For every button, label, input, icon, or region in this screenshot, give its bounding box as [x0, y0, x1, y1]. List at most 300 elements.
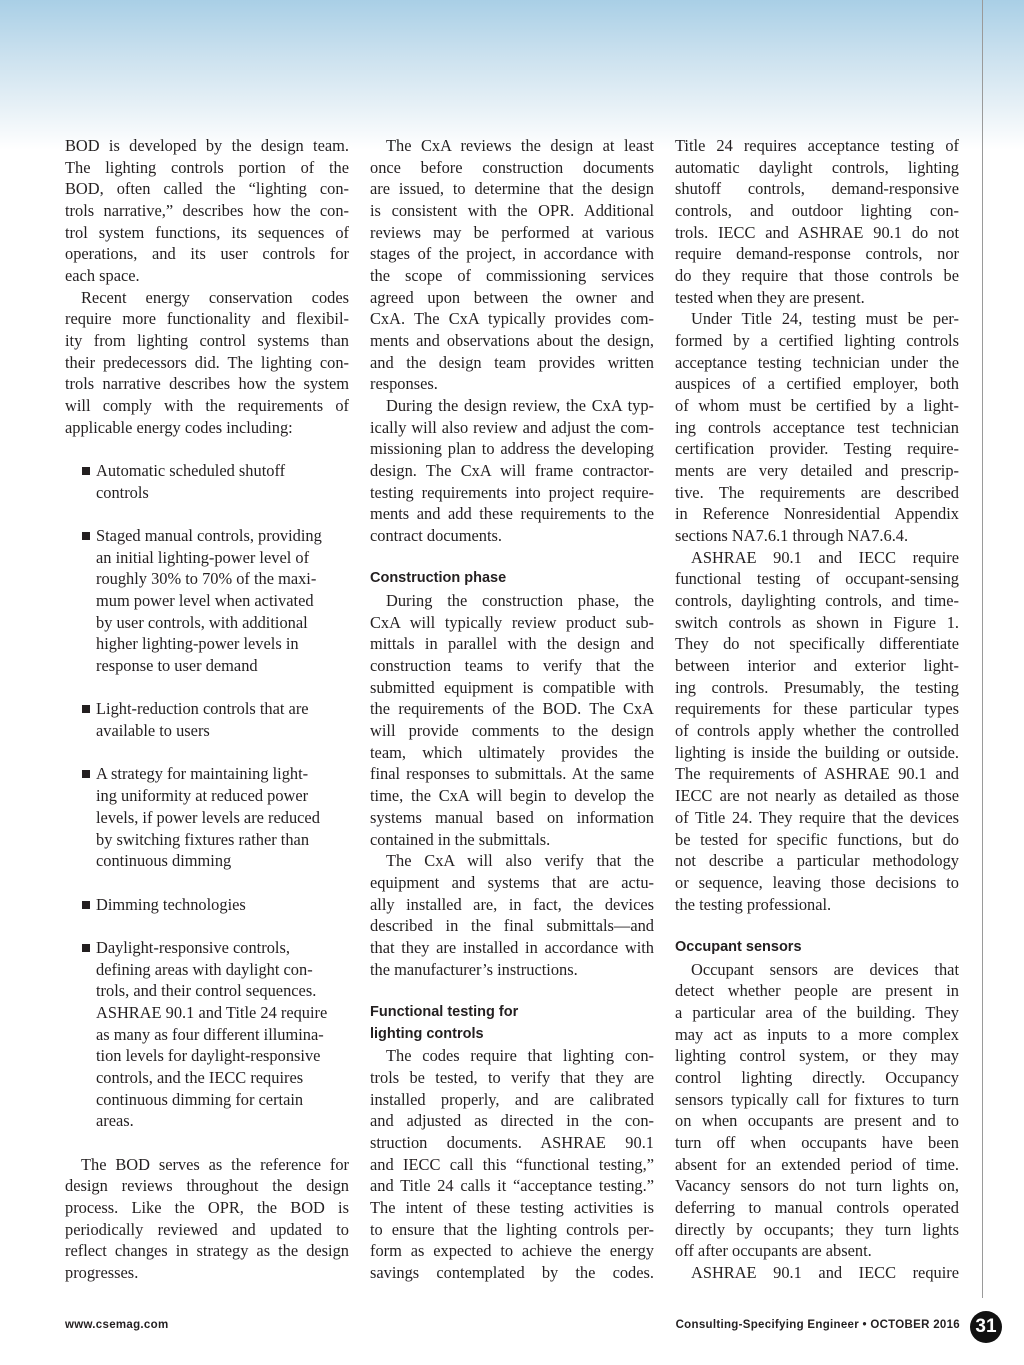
line-text: ASHRAE 90.1 and IECC require: [691, 547, 959, 567]
text-line: [65, 590, 349, 612]
text-line: [65, 287, 349, 309]
text-line: [370, 503, 654, 525]
text-line: [675, 373, 959, 395]
line-text: their predecessors did. The lighting con-: [65, 352, 349, 372]
text-line: [675, 547, 959, 569]
text-line: [370, 265, 654, 287]
text-line: [370, 395, 654, 417]
line-text: of Title 24. They require that the devices: [675, 807, 959, 827]
line-text: Recent energy conservation codes: [81, 287, 349, 307]
text-line: [675, 980, 959, 1002]
line-text: The codes require that lighting con-: [386, 1046, 654, 1066]
text-line: [675, 1219, 959, 1241]
bullet-item: [65, 894, 349, 916]
text-line: [65, 482, 349, 504]
text-line: [65, 1110, 349, 1132]
line-text: agreed upon between the owner and: [370, 287, 654, 307]
text-line: [675, 698, 959, 720]
line-text: as many as four different illumina-: [96, 1024, 324, 1044]
line-text: ments are very detailed and prescrip-: [675, 461, 959, 481]
line-text: construction teams to verify that the: [370, 656, 654, 676]
line-text: stages of the project, in accordance with: [370, 244, 654, 264]
line-text: process. Like the OPR, the BOD is: [65, 1197, 349, 1217]
text-line: [370, 222, 654, 244]
text-line: [65, 1154, 349, 1176]
line-text: response to user demand: [96, 656, 258, 676]
header-gradient-band: [0, 0, 1024, 150]
text-line: [65, 850, 349, 872]
line-text: trols narrative describes how the system: [65, 374, 349, 394]
text-line: [65, 1262, 349, 1284]
line-text: each space.: [65, 266, 140, 286]
spacer: [65, 872, 349, 894]
line-text: applicable energy codes including:: [65, 417, 293, 437]
line-text: continuous dimming: [96, 851, 232, 871]
text-line: [370, 1110, 654, 1132]
line-text: of whom must be certified by a light-: [675, 396, 959, 416]
text-line: [370, 633, 654, 655]
text-line: [65, 330, 349, 352]
line-text: ments and observations about the design,: [370, 331, 654, 351]
line-text: design reviews throughout the design: [65, 1176, 349, 1196]
text-line: [370, 568, 654, 590]
line-text: trols, and their control sequences.: [96, 981, 317, 1001]
line-text: Vacancy sensors do not turn lights on,: [675, 1176, 959, 1196]
line-text: directly by occupants; they turn lights: [675, 1219, 959, 1239]
line-text: contained in the submittals.: [370, 829, 551, 849]
line-text: Construction phase: [370, 570, 507, 587]
line-text: reviews may be performed at various: [370, 222, 654, 242]
text-line: [65, 1067, 349, 1089]
text-line: [370, 525, 654, 547]
text-line: [370, 1175, 654, 1197]
paragraph: [675, 135, 959, 308]
line-text: Functional testing for: [370, 1003, 519, 1020]
line-text: The CxA reviews the design at least: [386, 136, 654, 155]
line-text: functional testing of occupant-sensing: [675, 569, 959, 589]
line-text: tested when they are present.: [675, 287, 865, 307]
text-line: [65, 460, 349, 482]
text-line: [675, 633, 959, 655]
text-line: [370, 1067, 654, 1089]
line-text: lighting is inside the building or outside.: [675, 742, 959, 762]
text-line: [675, 937, 959, 959]
line-text: a particular area of the building. They: [675, 1002, 959, 1022]
line-text: design. The CxA will frame contractor-: [370, 461, 654, 481]
line-text: trol system functions, its sequences of: [65, 222, 349, 242]
text-line: [675, 829, 959, 851]
text-line: [65, 1024, 349, 1046]
text-line: [370, 1197, 654, 1219]
line-text: Automatic scheduled shutoff: [96, 461, 286, 481]
text-line: [370, 894, 654, 916]
text-line: [65, 612, 349, 634]
line-text: formed by a certified lighting controls: [675, 331, 959, 351]
line-text: require demand-response controls, nor: [675, 244, 959, 264]
line-text: may act as inputs to a more complex: [675, 1024, 959, 1044]
text-line: [675, 612, 959, 634]
text-line: [370, 1219, 654, 1241]
line-text: tive. The requirements are described: [675, 482, 959, 502]
text-line: [675, 482, 959, 504]
line-text: defining areas with daylight con-: [96, 959, 313, 979]
text-line: [675, 1002, 959, 1024]
line-text: During the design review, the CxA typ-: [386, 396, 654, 416]
text-line: [675, 590, 959, 612]
text-line: [675, 460, 959, 482]
text-line: [370, 720, 654, 742]
text-line: [675, 1067, 959, 1089]
line-text: available to users: [96, 721, 210, 741]
text-line: [675, 720, 959, 742]
text-line: [370, 1132, 654, 1154]
text-line: [65, 829, 349, 851]
text-line: [65, 937, 349, 959]
text-line: [370, 1089, 654, 1111]
line-text: periodically reviewed and updated to: [65, 1219, 349, 1239]
line-text: systems manual based on information: [370, 807, 654, 827]
bullet-item: [65, 698, 349, 741]
page-number-badge: 31: [970, 1311, 1002, 1343]
line-text: CxA. The CxA typically provides com-: [370, 309, 654, 329]
text-line: [65, 1197, 349, 1219]
text-line: [65, 894, 349, 916]
text-line: [675, 503, 959, 525]
text-line: [65, 785, 349, 807]
spacer: [65, 503, 349, 525]
text-line: [65, 352, 349, 374]
line-text: Staged manual controls, providing: [96, 526, 322, 546]
line-text: ASHRAE 90.1 and IECC require: [691, 1262, 959, 1282]
text-line: [675, 677, 959, 699]
text-line: [370, 698, 654, 720]
line-text: trols narrative,” describes how the con-: [65, 201, 349, 221]
text-line: [675, 742, 959, 764]
text-line: [65, 243, 349, 265]
line-text: contract documents.: [370, 526, 502, 546]
line-text: The lighting controls portion of the: [65, 157, 349, 177]
text-line: [675, 330, 959, 352]
text-line: [675, 395, 959, 417]
text-line: [370, 742, 654, 764]
line-text: on when occupants are present and to: [675, 1111, 959, 1131]
text-line: [675, 417, 959, 439]
line-text: by user controls, with additional: [96, 612, 308, 632]
text-line: [675, 352, 959, 374]
text-line: [370, 677, 654, 699]
paragraph: [675, 308, 959, 546]
line-text: an initial lighting-power level of: [96, 547, 310, 567]
line-text: ments and add these requirements to the: [370, 504, 654, 524]
line-text: absent for an extended period of time.: [675, 1154, 959, 1174]
line-text: trols. IECC and ASHRAE 90.1 do not: [675, 222, 959, 242]
text-line: [675, 1154, 959, 1176]
text-line: [675, 1045, 959, 1067]
line-text: ing controls acceptance test technician: [675, 417, 959, 437]
text-line: [370, 1262, 654, 1284]
line-text: submitted equipment is compatible with: [370, 677, 654, 697]
line-text: areas.: [96, 1111, 134, 1131]
line-text: and Title 24 calls it “acceptance testing.”: [370, 1176, 654, 1196]
text-line: [675, 763, 959, 785]
text-line: [675, 1089, 959, 1111]
text-line: [370, 438, 654, 460]
text-line: [370, 915, 654, 937]
text-line: [370, 850, 654, 872]
text-line: [370, 460, 654, 482]
line-text: ing controls. Presumably, the testing: [675, 677, 959, 697]
column-1: [65, 135, 349, 1284]
line-text: by switching fixtures rather than: [96, 829, 310, 849]
line-text: savings contemplated by the codes.: [370, 1262, 654, 1282]
spacer: [65, 1132, 349, 1154]
text-line: [370, 612, 654, 634]
line-text: Dimming technologies: [96, 894, 246, 914]
line-text: of controls apply whether the controlled: [675, 721, 959, 741]
text-line: [675, 1262, 959, 1284]
text-line: [675, 959, 959, 981]
paragraph: [65, 1154, 349, 1284]
section-heading: [370, 1002, 654, 1045]
line-text: will comply with the requirements of: [65, 396, 349, 416]
text-line: [370, 135, 654, 157]
text-line: [675, 655, 959, 677]
text-line: [675, 438, 959, 460]
line-text: certification provider. Testing require-: [675, 439, 959, 459]
paragraph: [370, 135, 654, 395]
bullet-square-icon: [82, 770, 90, 778]
text-line: [370, 287, 654, 309]
text-line: [675, 287, 959, 309]
text-line: [370, 1154, 654, 1176]
text-line: [65, 178, 349, 200]
text-line: [65, 959, 349, 981]
text-line: [370, 763, 654, 785]
line-text: the scope of commissioning services: [370, 266, 654, 286]
line-text: Light-reduction controls that are: [96, 699, 309, 719]
line-text: ally installed are, in fact, the devices: [370, 894, 654, 914]
column-3: [675, 135, 959, 1284]
text-line: [675, 807, 959, 829]
line-text: deferring to manual controls operated: [675, 1197, 959, 1217]
line-text: or sequence, leaving those decisions to: [675, 872, 959, 892]
text-line: [370, 200, 654, 222]
text-line: [370, 1002, 654, 1024]
line-text: off after occupants are absent.: [675, 1241, 872, 1261]
text-line: [675, 850, 959, 872]
text-line: [65, 1219, 349, 1241]
text-line: [65, 1240, 349, 1262]
text-line: [65, 222, 349, 244]
line-text: ity from lighting control systems than: [65, 331, 349, 351]
text-line: [675, 872, 959, 894]
line-text: controls, and outdoor lighting con-: [675, 201, 959, 221]
line-text: controls: [96, 482, 149, 502]
line-text: The intent of these testing activities is: [370, 1197, 654, 1217]
paragraph: [65, 135, 349, 287]
paragraph: [370, 590, 654, 850]
line-text: Occupant sensors: [675, 938, 802, 955]
spacer: [65, 438, 349, 460]
text-line: [65, 525, 349, 547]
line-text: to ensure that the lighting controls per-: [370, 1219, 654, 1239]
text-line: [370, 590, 654, 612]
line-text: between interior and exterior light-: [675, 656, 959, 676]
line-text: shutoff controls, demand-responsive: [675, 179, 959, 199]
line-text: described in the final submittals—and: [370, 916, 654, 936]
text-line: [370, 655, 654, 677]
text-line: [370, 373, 654, 395]
spacer: [65, 742, 349, 764]
text-line: [675, 200, 959, 222]
text-line: [675, 178, 959, 200]
text-line: [65, 720, 349, 742]
line-text: in Reference Nonresidential Appendix: [675, 504, 959, 524]
text-line: [370, 1024, 654, 1046]
line-text: trols be tested, to verify that they are: [370, 1067, 654, 1087]
text-line: [370, 872, 654, 894]
line-text: the testing professional.: [675, 894, 832, 914]
spacer: [65, 915, 349, 937]
text-line: [370, 959, 654, 981]
text-line: [370, 157, 654, 179]
text-line: [675, 1240, 959, 1262]
line-text: and adjusted as directed in the con-: [370, 1111, 654, 1131]
text-line: [370, 308, 654, 330]
paragraph: [370, 1045, 654, 1283]
paragraph: [370, 850, 654, 980]
bullet-square-icon: [82, 705, 90, 713]
text-line: [370, 1240, 654, 1262]
line-text: installed properly, and are calibrated: [370, 1089, 654, 1109]
line-text: struction documents. ASHRAE 90.1: [370, 1132, 654, 1152]
line-text: form as expected to achieve the energy: [370, 1241, 654, 1261]
text-line: [65, 1045, 349, 1067]
text-line: [675, 243, 959, 265]
line-text: and IECC call this “functional testing,”: [370, 1154, 654, 1174]
text-line: [675, 1132, 959, 1154]
text-line: [65, 547, 349, 569]
text-line: [675, 894, 959, 916]
text-line: [370, 243, 654, 265]
footer-publication: Consulting-Specifying Engineer • OCTOBER 2016: [675, 1319, 960, 1331]
text-line: [65, 417, 349, 439]
line-text: will provide comments to the design: [370, 721, 654, 741]
bullet-square-icon: [82, 944, 90, 952]
line-text: equipment and systems that are actu-: [370, 872, 654, 892]
line-text: the manufacturer’s instructions.: [370, 959, 578, 979]
line-text: ically will also review and adjust the com-: [370, 417, 654, 437]
line-text: are issued, to determine that the design: [370, 179, 654, 199]
line-text: is consistent with the OPR. Additional: [370, 201, 654, 221]
line-text: During the construction phase, the: [386, 591, 654, 611]
line-text: sensors typically call for fixtures to turn: [675, 1089, 959, 1109]
text-line: [65, 568, 349, 590]
line-text: tion levels for daylight-responsive: [96, 1046, 321, 1066]
line-text: control lighting directly. Occupancy: [675, 1067, 959, 1087]
line-text: time, the CxA will begin to develop the: [370, 786, 654, 806]
text-line: [675, 525, 959, 547]
line-text: acceptance testing technician under the: [675, 352, 959, 372]
line-text: responses.: [370, 374, 438, 394]
line-text: The BOD serves as the reference for: [81, 1154, 349, 1174]
line-text: the requirements of the BOD. The CxA: [370, 699, 654, 719]
bullet-item: [65, 937, 349, 1132]
spacer: [370, 980, 654, 1002]
text-line: [370, 785, 654, 807]
bullet-item: [65, 460, 349, 503]
line-text: automatic daylight controls, lighting: [675, 157, 959, 177]
line-text: be tested for specific functions, but do: [675, 829, 959, 849]
line-text: levels, if power levels are reduced: [96, 807, 320, 827]
paragraph: [65, 287, 349, 439]
line-text: lighting control system, or they may: [675, 1046, 959, 1066]
text-line: [65, 763, 349, 785]
spacer: [65, 677, 349, 699]
line-text: testing requirements into project require-: [370, 482, 654, 502]
line-text: mittals in parallel with the design and: [370, 634, 654, 654]
paragraph: [370, 395, 654, 547]
line-text: ing uniformity at reduced power: [96, 786, 309, 806]
line-text: operations, and its user controls for: [65, 244, 349, 264]
line-text: BOD is developed by the design team.: [65, 136, 349, 155]
line-text: final responses to submittals. At the same: [370, 764, 654, 784]
line-text: controls, daylighting controls, and time-: [675, 591, 959, 611]
text-line: [65, 980, 349, 1002]
line-text: Occupant sensors are devices that: [691, 959, 959, 979]
text-line: [65, 807, 349, 829]
line-text: missioning plan to address the developing: [370, 439, 654, 459]
line-text: Daylight-responsive controls,: [96, 937, 290, 957]
line-text: that they are installed in accordance with: [370, 937, 654, 957]
line-text: auspices of a certified employer, both: [675, 374, 959, 394]
paragraph: [675, 547, 959, 915]
line-text: Title 24 requires acceptance testing of: [675, 136, 959, 155]
text-line: [370, 482, 654, 504]
line-text: ASHRAE 90.1 and Title 24 require: [96, 1002, 328, 1022]
text-line: [65, 395, 349, 417]
text-line: [65, 135, 349, 157]
bullet-square-icon: [82, 901, 90, 909]
line-text: They do not specifically differentiate: [675, 634, 959, 654]
text-line: [65, 308, 349, 330]
text-line: [370, 807, 654, 829]
text-line: [65, 265, 349, 287]
text-line: [675, 157, 959, 179]
page-edge-rule: [982, 0, 983, 1298]
line-text: do they require that those controls be: [675, 266, 959, 286]
text-line: [675, 568, 959, 590]
paragraph: [675, 1262, 959, 1284]
text-line: [370, 829, 654, 851]
line-text: once before construction documents: [370, 157, 654, 177]
text-line: [370, 1045, 654, 1067]
line-text: switch controls as shown in Figure 1.: [675, 612, 959, 632]
text-line: [370, 330, 654, 352]
text-line: [675, 308, 959, 330]
line-text: roughly 30% to 70% of the maxi-: [96, 569, 317, 589]
text-line: [675, 265, 959, 287]
bullet-item: [65, 763, 349, 871]
section-heading: [675, 937, 959, 959]
bullet-square-icon: [82, 467, 90, 475]
text-line: [65, 200, 349, 222]
text-line: [370, 178, 654, 200]
line-text: detect whether people are present in: [675, 981, 959, 1001]
line-text: and the design team provides written: [370, 352, 654, 372]
line-text: CxA will typically review product sub-: [370, 612, 654, 632]
text-line: [675, 1197, 959, 1219]
